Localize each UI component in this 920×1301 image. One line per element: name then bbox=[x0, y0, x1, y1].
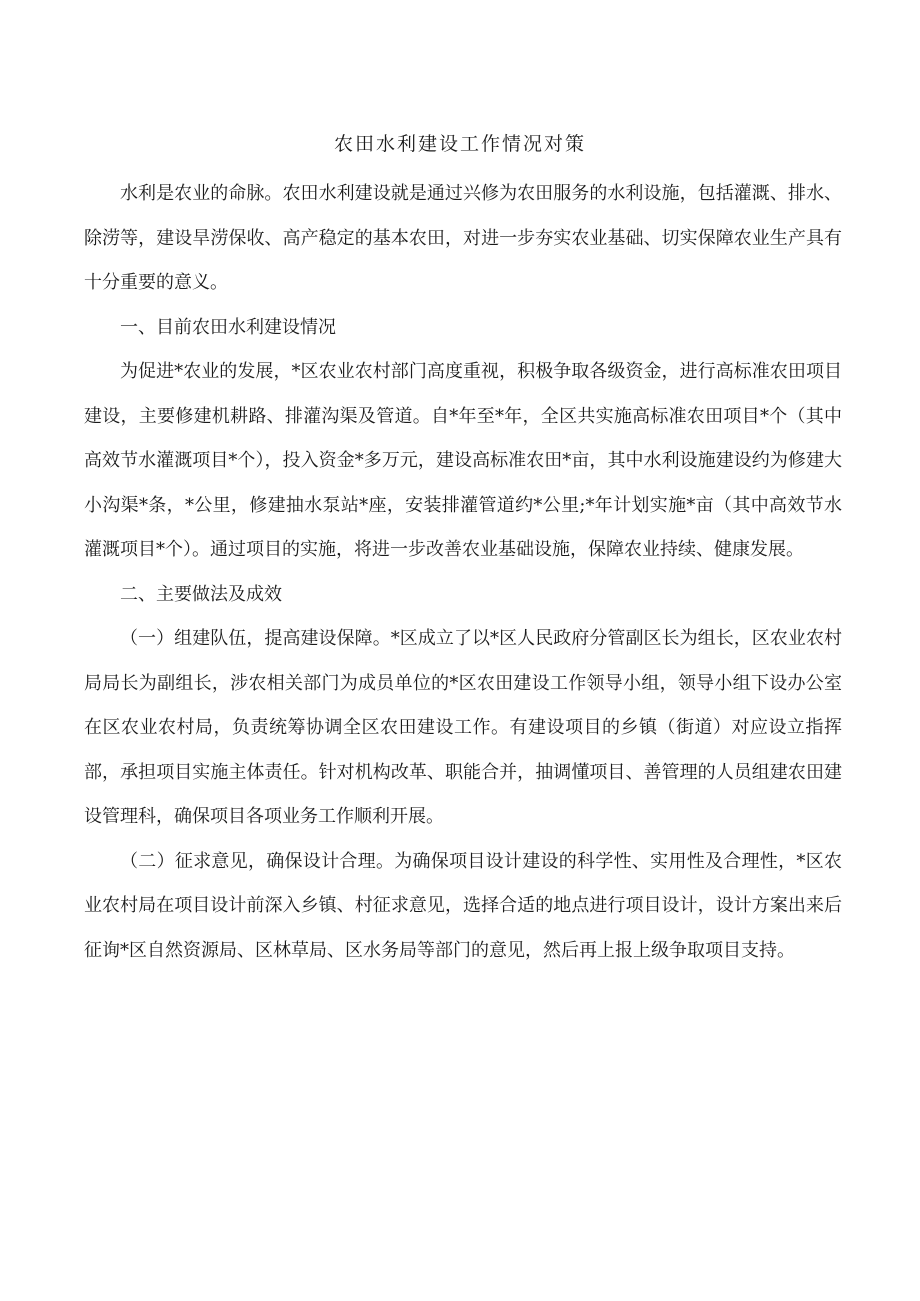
section-2-item-2: （二）征求意见，确保设计合理。为确保项目设计建设的科学性、实用性及合理性，*区农业农村局在项目设计前深入乡镇、村征求意见，选择合适的地点进行项目设计，设计方案出来后征询*区自然资源局、区林草局、区水务局等部门的意见，然后再上报上级争取项目支持。 bbox=[84, 850, 842, 961]
section-heading-1: 一、目前农田水利建设情况 bbox=[120, 316, 336, 338]
intro-paragraph: 水利是农业的命脉。农田水利建设就是通过兴修为农田服务的水利设施，包括灌溉、排水、除涝等，建设旱涝保收、高产稳定的基本农田，对进一步夯实农业基础、切实保障农业生产具有十分重要的意义。 bbox=[84, 183, 842, 293]
section-2-item-1: （一）组建队伍，提高建设保障。*区成立了以*区人民政府分管副区长为组长，区农业农村局局长为副组长，涉农相关部门为成员单位的*区农田建设工作领导小组，领导小组下设办公室在区农业农村局，负责统筹协调全区农田建设工作。有建设项目的乡镇（街道）对应设立指挥部，承担项目实施主体责任。针对机构改革、职能合并，抽调懂项目、善管理的人员组建农田建设管理科，确保项目各项业务工作顺利开展。 bbox=[84, 628, 842, 827]
section-1-paragraph: 为促进*农业的发展，*区农业农村部门高度重视，积极争取各级资金，进行高标准农田项目建设，主要修建机耕路、排灌沟渠及管道。自*年至*年，全区共实施高标准农田项目*个（其中高效节水灌溉项目*个），投入资金*多万元，建设高标准农田*亩，其中水利设施建设约为修建大小沟渠*条，*公里，修建抽水泵站*座，安装排灌管道约*公里;*年计划实施*亩（其中高效节水灌溉项目*个）。通过项目的实施，将进一步改善农业基础设施，保障农业持续、健康发展。 bbox=[84, 361, 842, 560]
section-heading-2: 二、主要做法及成效 bbox=[120, 583, 282, 605]
document-body bbox=[84, 172, 842, 973]
document-title: 农田水利建设工作情况对策 bbox=[333, 133, 586, 155]
